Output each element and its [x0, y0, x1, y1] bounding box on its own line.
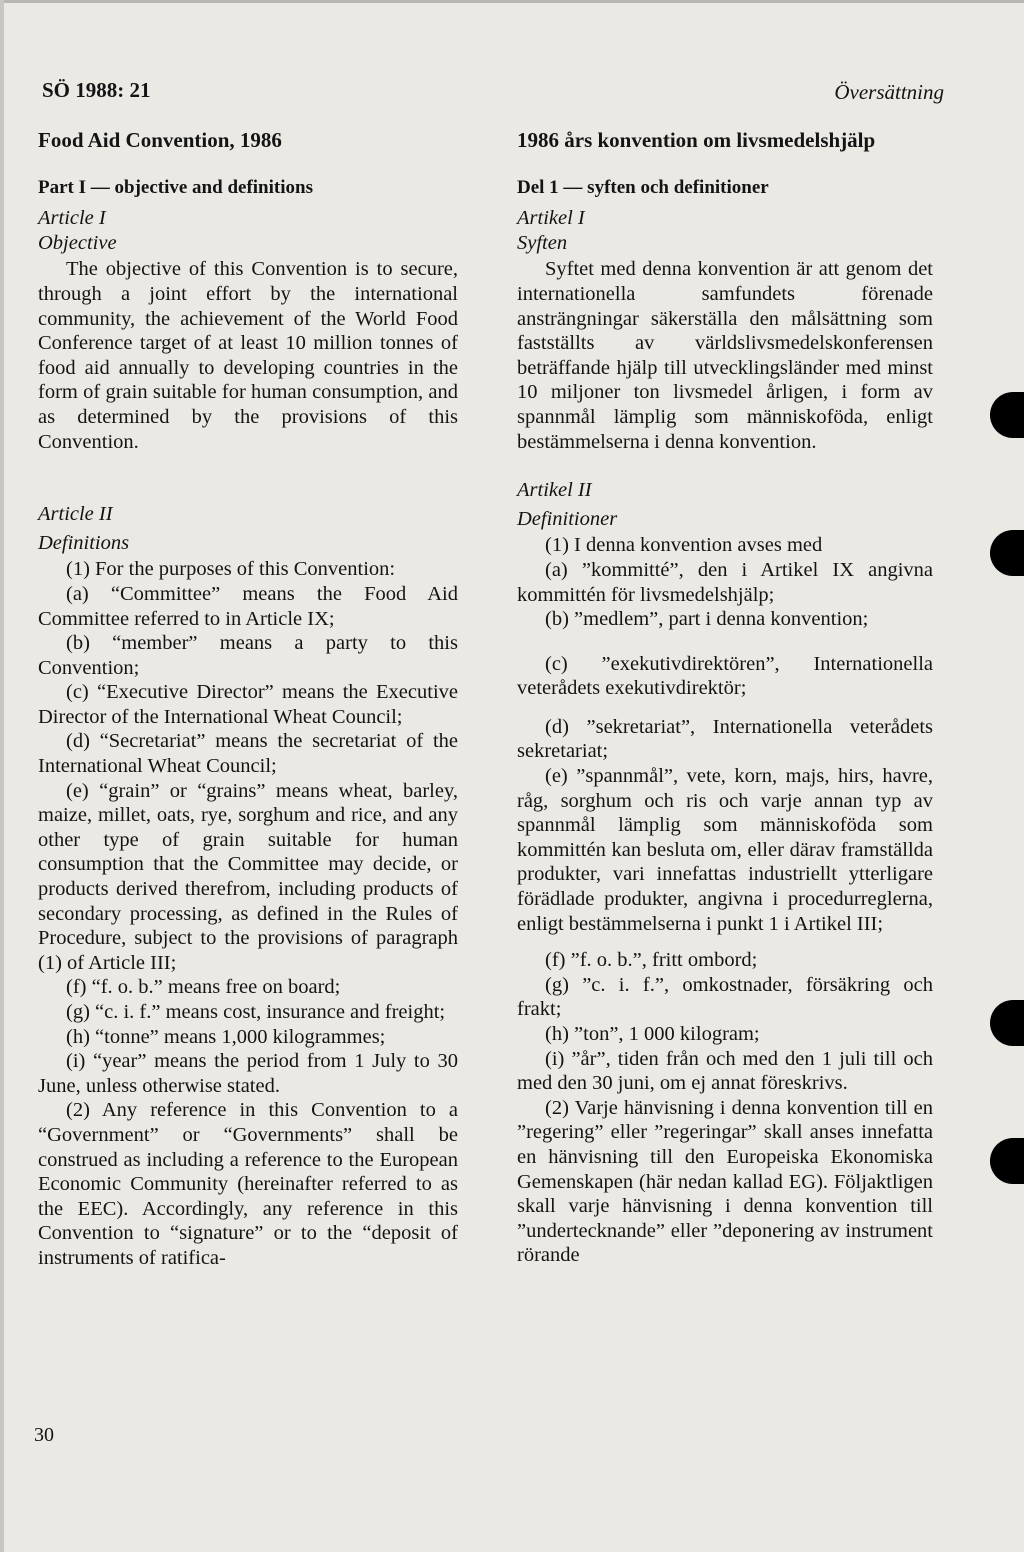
swedish-article2-heading: Artikel II: [517, 479, 592, 502]
english-article1-subheading: Objective: [38, 231, 117, 254]
scan-edge-left: [0, 0, 4, 1552]
swedish-def-i: (i) ”år”, tiden från och med den 1 juli till och med den 30 juni, om ej annat föreskrivs.: [517, 1047, 933, 1095]
english-title: Food Aid Convention, 1986: [38, 128, 282, 152]
english-def-d: (d) “Secretariat” means the secretariat of the International Wheat Council;: [38, 730, 458, 778]
swedish-def-f: (f) ”f. o. b.”, fritt ombord;: [545, 949, 758, 972]
english-def-i: (i) “year” means the period from 1 July to 30 June, unless otherwise stated.: [38, 1050, 458, 1097]
punch-hole: [990, 1000, 1024, 1046]
english-part-heading: Part I — objective and definitions: [38, 176, 313, 198]
english-def-b: (b) “member” means a party to this Convention;: [38, 632, 458, 679]
swedish-def-g: (g) ”c. i. f.”, omkostnader, försäkring och frakt;: [517, 973, 933, 1021]
swedish-part-heading: Del 1 — syften och definitioner: [517, 176, 769, 198]
swedish-def-d: (d) ”sekretariat”, Internationella veterådets sekretariat;: [517, 715, 933, 763]
punch-hole: [990, 530, 1024, 576]
english-article2-heading: Article II: [38, 503, 113, 526]
swedish-def-a: (a) ”kommitté”, den i Artikel IX angivna kommittén för livsmedelshjälp;: [517, 558, 933, 606]
swedish-def-e: (e) ”spannmål”, vete, korn, majs, hirs, havre, råg, sorghum och ris och varje annan typ av spannmål lämplig som människoföda som kommittén kan besluta om, eller därav framställda produkter, vari innefattas industriellt ytterligare förädlade produkter, angivna i procedurreglerna, enligt bestämmelserna i punkt 1 i Artikel III;: [517, 765, 933, 935]
document-reference: SÖ 1988: 21: [42, 78, 151, 102]
swedish-def-intro: (1) I denna konvention avses med: [545, 534, 823, 557]
english-def-g: (g) “c. i. f.” means cost, insurance and freight;: [66, 1001, 446, 1023]
english-article1-text: The objective of this Convention is to secure, through a joint effort by the international community, the achievement of the World Food Conference target of at least 10 million tonnes of food aid annually to developing countries in the form of grain suitable for human consumption, and as determined by the provisions of this Convention.: [38, 258, 458, 453]
scan-edge-top: [0, 0, 1024, 3]
english-article1-heading: Article I: [38, 207, 106, 230]
punch-hole: [990, 1138, 1024, 1184]
english-paragraph-2: (2) Any reference in this Convention to a “Government” or “Governments” shall be construed as including a reference to the European Economic Community (hereinafter referred to as the EEC). Accordingly, any reference in this Convention to “signature” or to the “deposit of instruments of ratifica-: [38, 1099, 458, 1269]
swedish-article1-heading: Artikel I: [517, 207, 585, 230]
english-article2-subheading: Definitions: [38, 531, 130, 554]
swedish-column: [517, 128, 933, 1268]
english-def-h: (h) “tonne” means 1,000 kilogrammes;: [66, 1025, 386, 1048]
punch-hole: [990, 392, 1024, 438]
english-def-intro: (1) For the purposes of this Convention:: [66, 558, 396, 581]
english-column: [38, 128, 458, 1271]
swedish-def-b: (b) ”medlem”, part i denna konvention;: [545, 608, 869, 631]
translation-label: Översättning: [834, 80, 944, 104]
swedish-def-h: (h) ”ton”, 1 000 kilogram;: [545, 1023, 760, 1045]
swedish-title: 1986 års konvention om livsmedelshjälp: [517, 128, 876, 152]
page-number: 30: [34, 1424, 54, 1446]
english-def-e: (e) “grain” or “grains” means wheat, barley, maize, millet, oats, rye, sorghum and rice, and any other type of grain suitable for human consumption that the Committee may decide, or products derived therefrom, including products of secondary processing, as defined in the Rules of Procedure, subject to the provisions of paragraph (1) of Article III;: [38, 779, 458, 974]
swedish-def-c: (c) ”exekutivdirektören”, Internationella veterådets exekutivdirektör;: [517, 652, 933, 700]
english-def-f: (f) “f. o. b.” means free on board;: [66, 976, 341, 999]
swedish-article2-subheading: Definitioner: [517, 507, 618, 530]
swedish-paragraph-2: (2) Varje hänvisning i denna konvention till en ”regering” eller ”regeringar” skall anses innefatta en hänvisning till den Europeiska Ekonomiska Gemenskapen (här nedan kallad EG). Följaktligen skall varje hänvisning i denna konvention till ”undertecknande” eller ”deponering av instrument rörande: [517, 1096, 933, 1267]
swedish-article1-text: Syftet med denna konvention är att genom det internationella samfundets förenade ansträngningar säkerställa den målsättning som fastställts av världslivsmedelskonferensen beträffande hjälp till utvecklingsländer med minst 10 miljoner ton livsmedel årligen, i form av spannmål lämplig som människoföda, enligt bestämmelserna i denna konvention.: [517, 258, 933, 453]
english-def-a: (a) “Committee” means the Food Aid Committee referred to in Article IX;: [38, 582, 458, 630]
swedish-article1-subheading: Syften: [517, 231, 568, 254]
english-def-c: (c) “Executive Director” means the Executive Director of the International Wheat Council;: [38, 681, 458, 728]
